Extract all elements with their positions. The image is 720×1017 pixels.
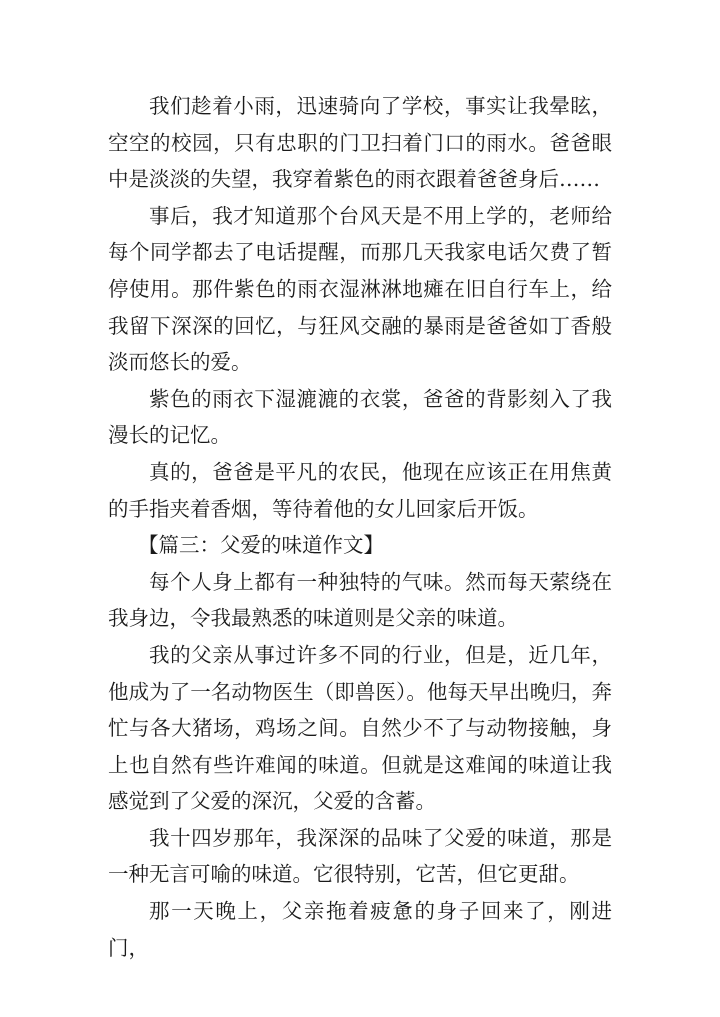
paragraph-2: 事后，我才知道那个台风天是不用上学的，老师给每个同学都去了电话提醒，而那几天我家电话欠费了暂停使用。那件紫色的雨衣湿淋淋地瘫在旧自行车上，给我留下深深的回忆，与狂风交融的暴雨是爸爸如丁香般淡而悠长的爱。 (108, 203, 612, 375)
paragraph-3: 紫色的雨衣下湿漉漉的衣裳，爸爸的背影刻入了我漫长的记忆。 (108, 386, 612, 448)
document-body (108, 88, 612, 966)
paragraph-8: 那一天晚上，父亲拖着疲惫的身子回来了，刚进门， (108, 899, 612, 960)
paragraph-1: 我们趁着小雨，迅速骑向了学校，事实让我晕眩，空空的校园，只有忠职的门卫扫着门口的雨水。爸爸眼中是淡淡的失望，我穿着紫色的雨衣跟着爸爸身后…… (108, 94, 612, 192)
paragraph-6: 我的父亲从事过许多不同的行业，但是，近几年，他成为了一名动物医生（即兽医）。他每天早出晚归，奔忙与各大猪场，鸡场之间。自然少不了与动物接触，身上也自然有些许难闻的味道。但就是这难闻的味道让我感觉到了父爱的深沉，父爱的含蓄。 (108, 642, 612, 814)
paragraph-7: 我十四岁那年，我深深的品味了父爱的味道，那是一种无言可喻的味道。它很特别，它苦，但它更甜。 (108, 825, 612, 887)
section-heading: 【篇三：父爱的味道作文】 (138, 533, 384, 558)
paragraph-5: 每个人身上都有一种独特的气味。然而每天萦绕在我身边，令我最熟悉的味道则是父亲的味道。 (108, 569, 612, 631)
paragraph-4: 真的，爸爸是平凡的农民，他现在应该正在用焦黄的手指夹着香烟，等待着他的女儿回家后开饭。 (108, 459, 612, 521)
